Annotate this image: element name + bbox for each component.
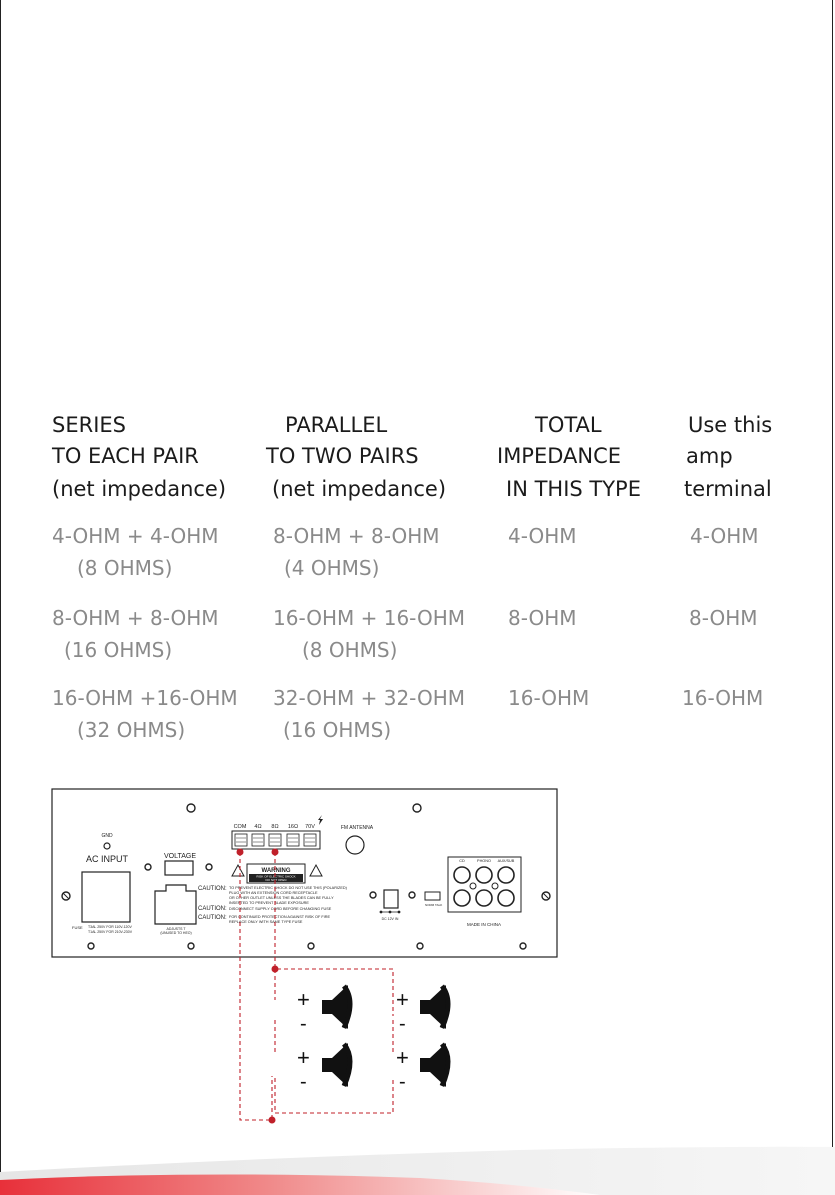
gnd-terminal-icon bbox=[104, 843, 110, 849]
caution-label-3: CAUTION: bbox=[198, 915, 227, 921]
row2-parallel: 16-OHM + 16-OHM bbox=[273, 606, 465, 630]
minus-sign: - bbox=[399, 1071, 406, 1093]
row3-series-net: (32 OHMS) bbox=[77, 718, 186, 742]
voltage-switch bbox=[165, 861, 193, 875]
screw-icon bbox=[88, 943, 94, 949]
wire-dot-com bbox=[237, 849, 244, 856]
caution1-line2: PLUG WITH AN EXTENSION CORD RECEPTACLE bbox=[229, 891, 318, 895]
jack-label-phono: PHONO bbox=[477, 859, 491, 863]
plus-sign: + bbox=[396, 987, 409, 1012]
row2-parallel-net: (8 OHMS) bbox=[302, 638, 398, 662]
caution1-line1: TO PREVENT ELECTRIC SHOCK DO NOT USE THIS (POLARIZED) bbox=[229, 886, 347, 890]
switch-label-norm: NORM bbox=[425, 903, 435, 907]
row2-series: 8-OHM + 8-OHM bbox=[52, 606, 219, 630]
screw-icon bbox=[206, 864, 212, 870]
row1-series-net: (8 OHMS) bbox=[77, 556, 173, 580]
minus-sign: - bbox=[300, 1071, 307, 1093]
terminal-70v bbox=[304, 834, 316, 846]
wire-dot-8ohm bbox=[272, 849, 279, 856]
plus-sign: + bbox=[297, 987, 310, 1012]
adjust-text-2: (UNUSED TO HEO) bbox=[160, 931, 192, 935]
antenna-label: FM ANTENNA bbox=[340, 825, 374, 831]
header-total-2: IMPEDANCE bbox=[497, 444, 622, 468]
caution2-line: DISCONNECT SUPPLY CORD BEFORE CHANGING FUSE bbox=[229, 907, 332, 911]
adjust-socket bbox=[155, 885, 196, 924]
header-total-1: TOTAL bbox=[535, 413, 602, 437]
speaker-bottom-left bbox=[297, 1043, 350, 1093]
speaker-top-left bbox=[297, 985, 350, 1035]
header-terminal-2: amp bbox=[686, 444, 733, 468]
wire-bottom-link bbox=[275, 1078, 393, 1113]
caution-label-1: CAUTION: bbox=[198, 886, 227, 892]
screw-icon bbox=[520, 943, 526, 949]
warning-line-1: RISK OF ELECTRIC SHOCK bbox=[256, 874, 296, 879]
screw-icon bbox=[417, 943, 423, 949]
terminal-4ohm bbox=[252, 834, 264, 846]
screw-icon bbox=[145, 864, 151, 870]
fuse-label: FUSE bbox=[72, 925, 83, 930]
row2-total: 8-OHM bbox=[508, 606, 577, 630]
terminal-8ohm bbox=[269, 834, 281, 846]
terminal-label-70v: 70V bbox=[305, 824, 315, 830]
screw-icon bbox=[187, 804, 195, 812]
row3-parallel: 32-OHM + 32-OHM bbox=[273, 686, 465, 710]
terminal-label-com: COM bbox=[233, 824, 247, 830]
rca-jack-cd-l bbox=[454, 867, 470, 883]
row3-terminal: 16-OHM bbox=[682, 686, 764, 710]
jack-label-cd: CD bbox=[459, 859, 465, 863]
terminal-label-8: 8Ω bbox=[271, 824, 279, 830]
row1-parallel: 8-OHM + 8-OHM bbox=[273, 524, 440, 548]
voltage-label: VOLTAGE bbox=[163, 853, 197, 860]
caution1-line4: INSERTED TO PREVENT BLADE EXPOSURE bbox=[229, 901, 309, 905]
caution3-line1: FOR CONTINUED PROTECTION AGAINST RISK OF FIRE bbox=[229, 915, 330, 919]
adjust-text-1: ADJUSTS T bbox=[166, 927, 186, 931]
rca-jack-phono-l bbox=[476, 867, 492, 883]
dc-input-socket bbox=[384, 890, 398, 908]
norm-talk-switch bbox=[425, 892, 440, 900]
jack-label-aux: AUX/SUB bbox=[497, 859, 515, 863]
terminal-label-16: 16Ω bbox=[287, 824, 299, 830]
minus-sign: - bbox=[399, 1013, 406, 1035]
screw-icon bbox=[308, 943, 314, 949]
minus-sign: - bbox=[300, 1013, 307, 1035]
header-terminal-1: Use this bbox=[688, 413, 773, 437]
row2-series-net: (16 OHMS) bbox=[64, 638, 173, 662]
screw-icon bbox=[370, 892, 376, 898]
warning-line-2: DO NOT OPEN bbox=[265, 878, 287, 882]
screw-icon bbox=[188, 943, 194, 949]
ac-input-socket bbox=[82, 872, 130, 922]
rca-jack-phono-r bbox=[476, 890, 492, 906]
rca-jack-aux-l bbox=[498, 867, 514, 883]
terminal-label-4: 4Ω bbox=[254, 824, 262, 830]
rca-jack-cd-r bbox=[454, 890, 470, 906]
caution1-line3: OR OTHER OUTLET UNLESS THE BLADES CAN BE FULLY bbox=[229, 896, 334, 900]
row1-parallel-net: (4 OHMS) bbox=[284, 556, 380, 580]
wire-junction-top bbox=[272, 966, 279, 973]
screw-icon bbox=[413, 804, 421, 812]
speaker-bottom-right bbox=[396, 1043, 448, 1093]
rca-jack-aux-r bbox=[498, 890, 514, 906]
header-parallel-2: TO TWO PAIRS bbox=[266, 444, 419, 468]
caution-label-2: CAUTION: bbox=[198, 906, 227, 912]
header-series-3: (net impedance) bbox=[52, 477, 227, 501]
row3-parallel-net: (16 OHMS) bbox=[283, 718, 392, 742]
fuse-text-1: T3AL 250V FOR 110V-120V bbox=[88, 925, 132, 929]
made-in-label: MADE IN CHINA bbox=[466, 922, 502, 927]
antenna-connector bbox=[346, 836, 364, 854]
header-series-2: TO EACH PAIR bbox=[52, 444, 199, 468]
header-terminal-3: terminal bbox=[684, 477, 772, 501]
speaker-top-right bbox=[396, 985, 448, 1035]
terminal-16ohm bbox=[287, 834, 299, 846]
screw-icon bbox=[409, 892, 415, 898]
row2-terminal: 8-OHM bbox=[689, 606, 758, 630]
row3-total: 16-OHM bbox=[508, 686, 590, 710]
row3-series: 16-OHM +16-OHM bbox=[52, 686, 238, 710]
header-series-1: SERIES bbox=[52, 413, 126, 437]
caution3-line2: REPLACE ONLY WITH SAME TYPE FUSE bbox=[229, 920, 303, 924]
terminal-slots bbox=[235, 834, 316, 846]
row1-total: 4-OHM bbox=[508, 524, 577, 548]
gnd-label: GND bbox=[101, 833, 113, 839]
plus-sign: + bbox=[297, 1045, 310, 1070]
warning-title: WARNING bbox=[261, 868, 291, 874]
dc-in-label: DC 12V IN bbox=[381, 917, 399, 921]
terminal-com bbox=[235, 834, 247, 846]
header-parallel-1: PARALLEL bbox=[285, 413, 388, 437]
header-total-3: IN THIS TYPE bbox=[506, 477, 641, 501]
switch-label-talk: TALK bbox=[435, 903, 443, 907]
ac-input-label: AC INPUT bbox=[85, 854, 129, 864]
row1-series: 4-OHM + 4-OHM bbox=[52, 524, 219, 548]
header-parallel-3: (net impedance) bbox=[272, 477, 447, 501]
fuse-text-2: T1AL 250V FOR 210V-230V bbox=[88, 930, 133, 934]
plus-sign: + bbox=[396, 1045, 409, 1070]
row1-terminal: 4-OHM bbox=[690, 524, 759, 548]
wire-junction-bottom bbox=[269, 1117, 276, 1124]
